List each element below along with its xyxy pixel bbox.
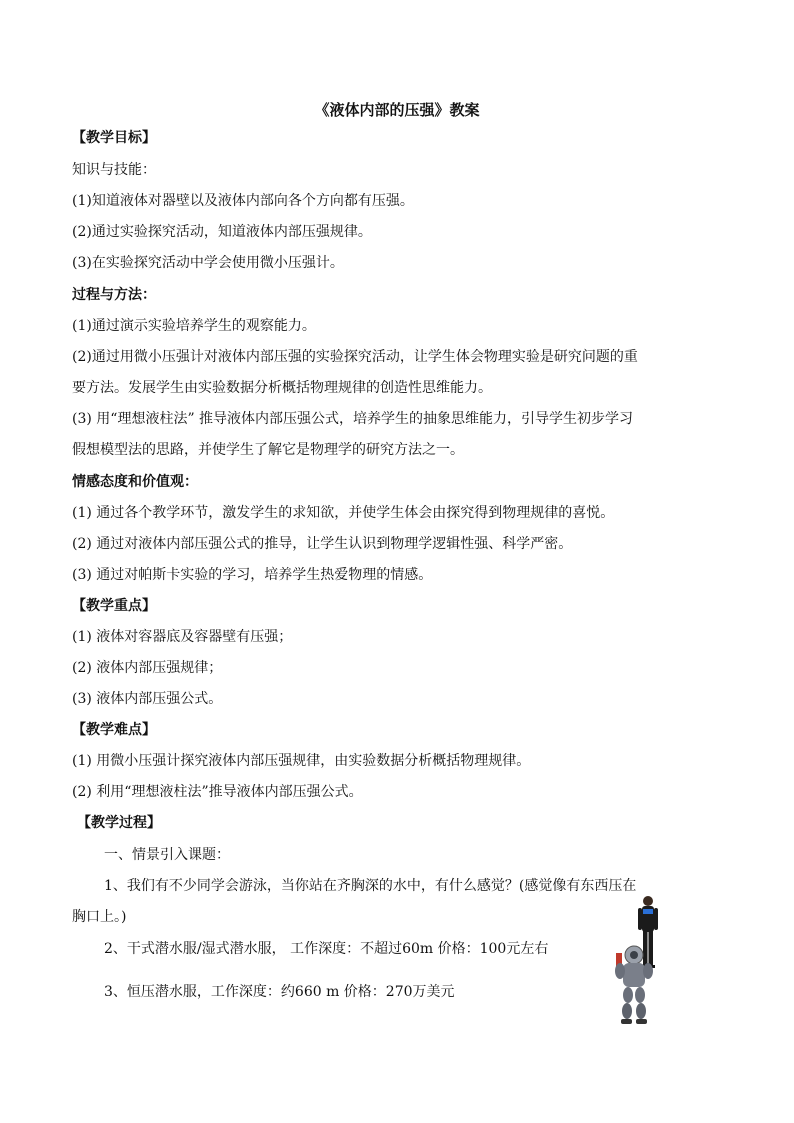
process-item-3: 3、恒压潜水服，工作深度：约660 m 价格：270万美元	[104, 984, 455, 1000]
subheading-process: 过程与方法：	[72, 287, 156, 303]
section-heading-process: 【教学过程】	[77, 815, 161, 831]
process-item-2: 2、干式潜水服/湿式潜水服， 工作深度：不超过60m 价格：100元左右	[104, 941, 549, 957]
subheading-emotion: 情感态度和价值观：	[72, 474, 198, 490]
section-heading-key-points: 【教学重点】	[72, 598, 156, 614]
key-point-1: (1) 液体对容器底及容器壁有压强；	[72, 629, 293, 645]
difficulty-2: (2) 利用“理想液柱法”推导液体内部压强公式。	[72, 784, 363, 800]
difficulty-1: (1) 用微小压强计探究液体内部压强规律，由实验数据分析概括物理规律。	[72, 753, 531, 769]
objective-emotion-1: (1) 通过各个教学环节，激发学生的求知欲，并使学生体会由探究得到物理规律的喜悦。	[72, 505, 615, 521]
diver-suits-image	[612, 893, 672, 1028]
objective-emotion-3: (3) 通过对帕斯卡实验的学习，培养学生热爱物理的情感。	[72, 567, 433, 583]
objective-knowledge-1: (1)知道液体对器壁以及液体内部向各个方向都有压强。	[72, 193, 414, 209]
process-item-1: 1、我们有不少同学会游泳，当你站在齐胸深的水中，有什么感觉？(感觉像有东西压在	[104, 878, 637, 894]
subheading-knowledge: 知识与技能：	[72, 162, 156, 178]
process-subheading-intro: 一、情景引入课题：	[104, 847, 230, 863]
objective-process-3: (3) 用“理想液柱法” 推导液体内部压强公式，培养学生的抽象思维能力，引导学生初步学习	[72, 411, 634, 427]
key-point-3: (3) 液体内部压强公式。	[72, 691, 223, 707]
section-heading-difficulties: 【教学难点】	[72, 722, 156, 738]
key-point-2: (2) 液体内部压强规律；	[72, 660, 223, 676]
objective-emotion-2: (2) 通过对液体内部压强公式的推导，让学生认识到物理学逻辑性强、科学严密。	[72, 536, 573, 552]
objective-process-3-cont: 假想模型法的思路，并使学生了解它是物理学的研究方法之一。	[72, 442, 464, 458]
process-item-1-cont: 胸口上。)	[72, 909, 127, 925]
document-title: 《液体内部的压强》教案	[314, 101, 480, 119]
objective-process-1: (1)通过演示实验培养学生的观察能力。	[72, 318, 316, 334]
section-heading-objectives: 【教学目标】	[72, 130, 156, 146]
objective-process-2: (2)通过用微小压强计对液体内部压强的实验探究活动，让学生体会物理实验是研究问题的重	[72, 349, 638, 365]
objective-process-2-cont: 要方法。发展学生由实验数据分析概括物理规律的创造性思维能力。	[72, 380, 492, 396]
objective-knowledge-3: (3)在实验探究活动中学会使用微小压强计。	[72, 255, 344, 271]
objective-knowledge-2: (2)通过实验探究活动，知道液体内部压强规律。	[72, 224, 372, 240]
